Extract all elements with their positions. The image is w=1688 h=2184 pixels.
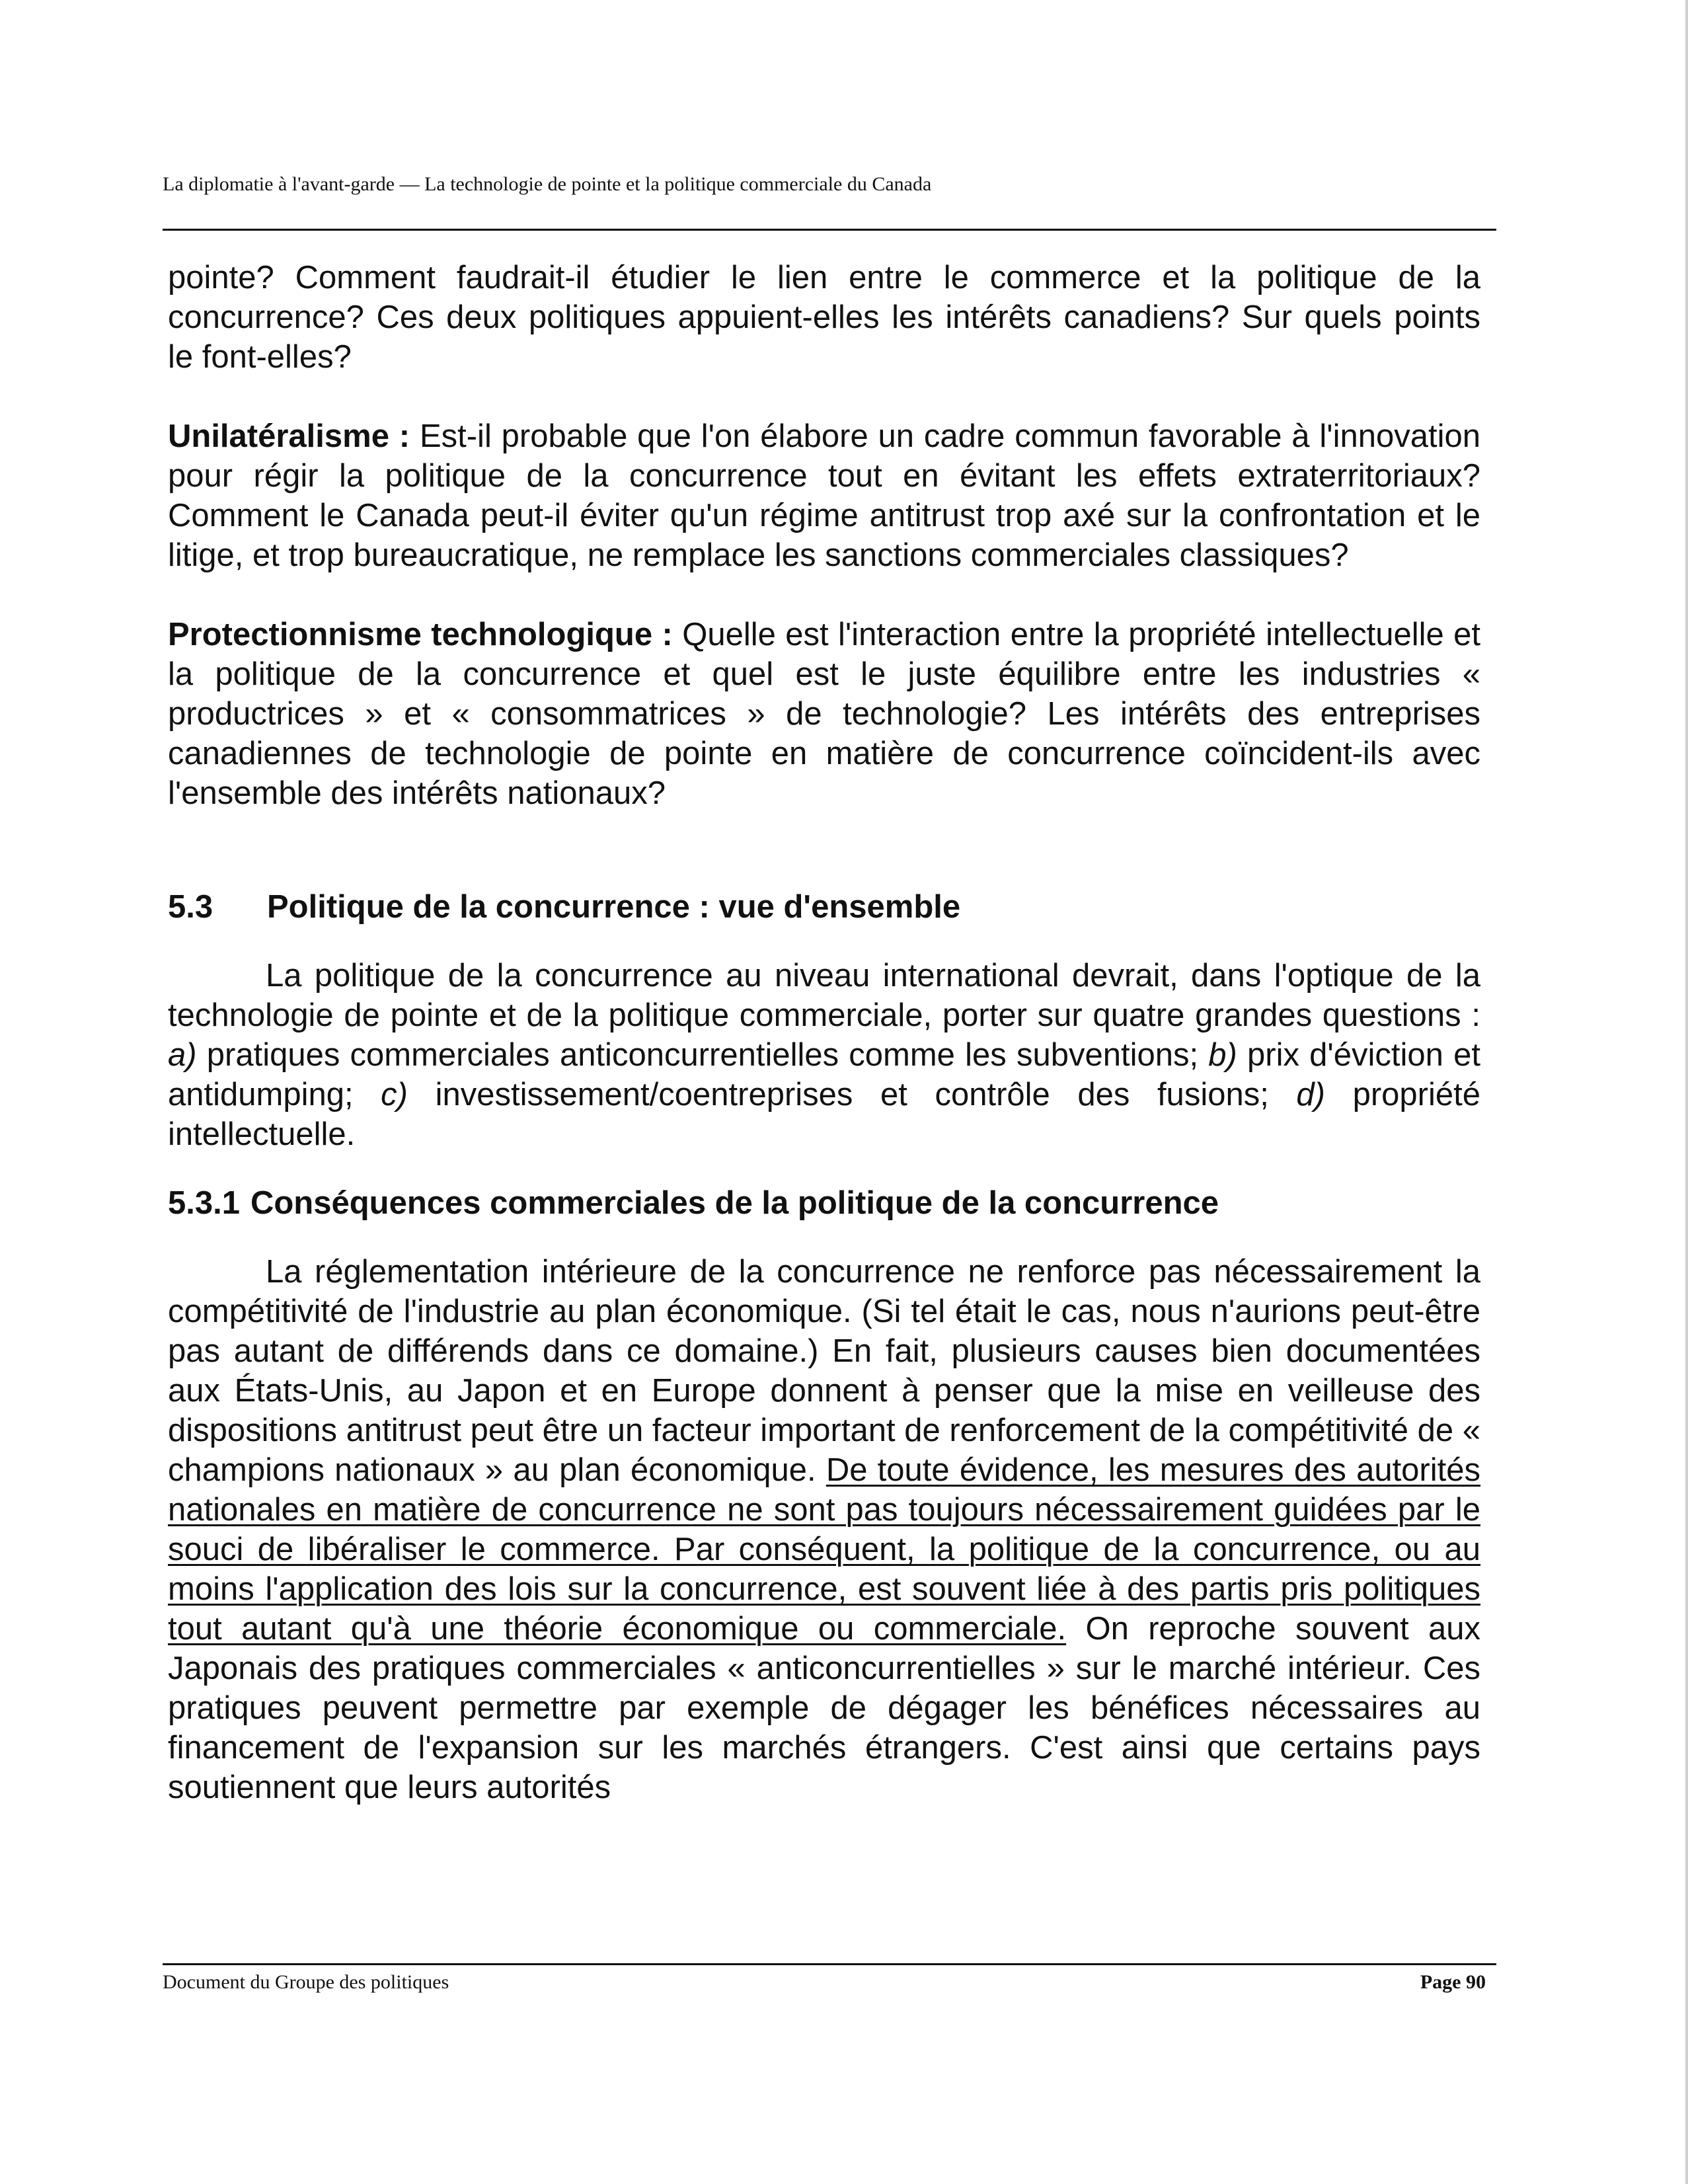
item-c-text: investissement/coentreprises et contrôle des fusions; bbox=[435, 1077, 1269, 1112]
underlined-passage: De toute évidence, les mesures des autorités nationales en matière de concurrence ne sont pas toujours nécessairement guidées par le souci de libéraliser le commerce. Par conséquent, la politique de la concurrence, ou au moins l'application des lois sur la concurrence, est souvent liée à des partis pris politiques tout autant qu'à une théorie économique ou commerciale. bbox=[168, 1452, 1481, 1647]
paragraph-start: La réglementation intérieure de la concurrence ne renforce pas nécessairement la compétitivité de l'industrie au plan économique. (Si tel était le cas, nous n'aurions peut-être pas autant de différends dans ce domaine.) En fait, plusieurs causes bien documentées aux États-Unis, au Japon et en Europe donnent à penser que la mise en veilleuse des dispositions antitrust peut être un facteur important de renforcement de la compétitivité de « champions nationaux » au plan économique. bbox=[168, 1254, 1480, 1488]
item-b-marker: b) bbox=[1208, 1037, 1237, 1073]
page-content bbox=[168, 258, 1480, 1807]
item-d-text: propriété intellectuelle. bbox=[168, 1077, 1480, 1152]
section-5-3-1-paragraph bbox=[168, 1252, 1480, 1807]
section-number: 5.3 bbox=[168, 889, 213, 925]
section-heading-5-3-1 bbox=[168, 1183, 1480, 1223]
item-c-marker: c) bbox=[381, 1077, 408, 1112]
unilateralisme-text: Est-il probable que l'on élabore un cadre commun favorable à l'innovation pour régir la politique de la concurrence tout en évitant les effets extraterritoriaux? Comment le Canada peut-il éviter qu'un régime antitrust trop axé sur la confrontation et le litige, et trop bureaucratique, ne remplace les sanctions commerciales classiques? bbox=[168, 418, 1480, 573]
section-title: Politique de la concurrence : vue d'ensemble bbox=[267, 889, 961, 925]
page-number: Page 90 bbox=[1420, 1971, 1486, 1993]
subsection-title: Conséquences commerciales de la politique de la concurrence bbox=[250, 1185, 1219, 1221]
protectionnisme-term: Protectionnisme technologique : bbox=[168, 617, 673, 652]
scan-edge bbox=[1685, 0, 1688, 2184]
item-a-text: pratiques commerciales anticoncurrentielles comme les subventions; bbox=[206, 1037, 1199, 1073]
item-a-marker: a) bbox=[168, 1037, 197, 1073]
unilateralisme-paragraph bbox=[168, 416, 1480, 575]
section-heading-5-3 bbox=[168, 887, 1480, 927]
protectionnisme-text: Quelle est l'interaction entre la propriété intellectuelle et la politique de la concurrence et quel est le juste équilibre entre les industries « productrices » et « consommatrices » de technologie? Les intérêts des entreprises canadiennes de technologie de pointe en matière de concurrence coïncident-ils avec l'ensemble des intérêts nationaux? bbox=[168, 617, 1480, 811]
header-rule bbox=[163, 229, 1496, 231]
item-b-text: prix d'éviction et antidumping; bbox=[168, 1037, 1480, 1112]
paragraph-end: On reproche souvent aux Japonais des pratiques commerciales « anticoncurrentielles » sur le marché intérieur. Ces pratiques peuvent permettre par exemple de dégager les bénéfices nécessaires au financement de l'expansion sur les marchés étrangers. C'est ainsi que certains pays soutiennent que leurs autorités bbox=[168, 1611, 1480, 1805]
protectionnisme-paragraph bbox=[168, 615, 1480, 813]
running-header: La diplomatie à l'avant-garde — La technologie de pointe et la politique commerciale du Canada bbox=[163, 173, 932, 195]
item-d-marker: d) bbox=[1296, 1077, 1325, 1112]
subsection-number: 5.3.1 bbox=[168, 1185, 240, 1221]
footer-rule bbox=[163, 1963, 1496, 1965]
questions-lead: La politique de la concurrence au niveau international devrait, dans l'optique de la technologie de pointe et de la politique commerciale, porter sur quatre grandes questions : bbox=[168, 958, 1480, 1033]
section-5-3-paragraph bbox=[168, 956, 1480, 1154]
footer-document-label: Document du Groupe des politiques bbox=[163, 1971, 449, 1993]
intro-paragraph: pointe? Comment faudrait-il étudier le lien entre le commerce et la politique de la concurrence? Ces deux politiques appuient-elles les intérêts canadiens? Sur quels points le font-elles? bbox=[168, 260, 1480, 375]
unilateralisme-term: Unilatéralisme : bbox=[168, 418, 410, 454]
